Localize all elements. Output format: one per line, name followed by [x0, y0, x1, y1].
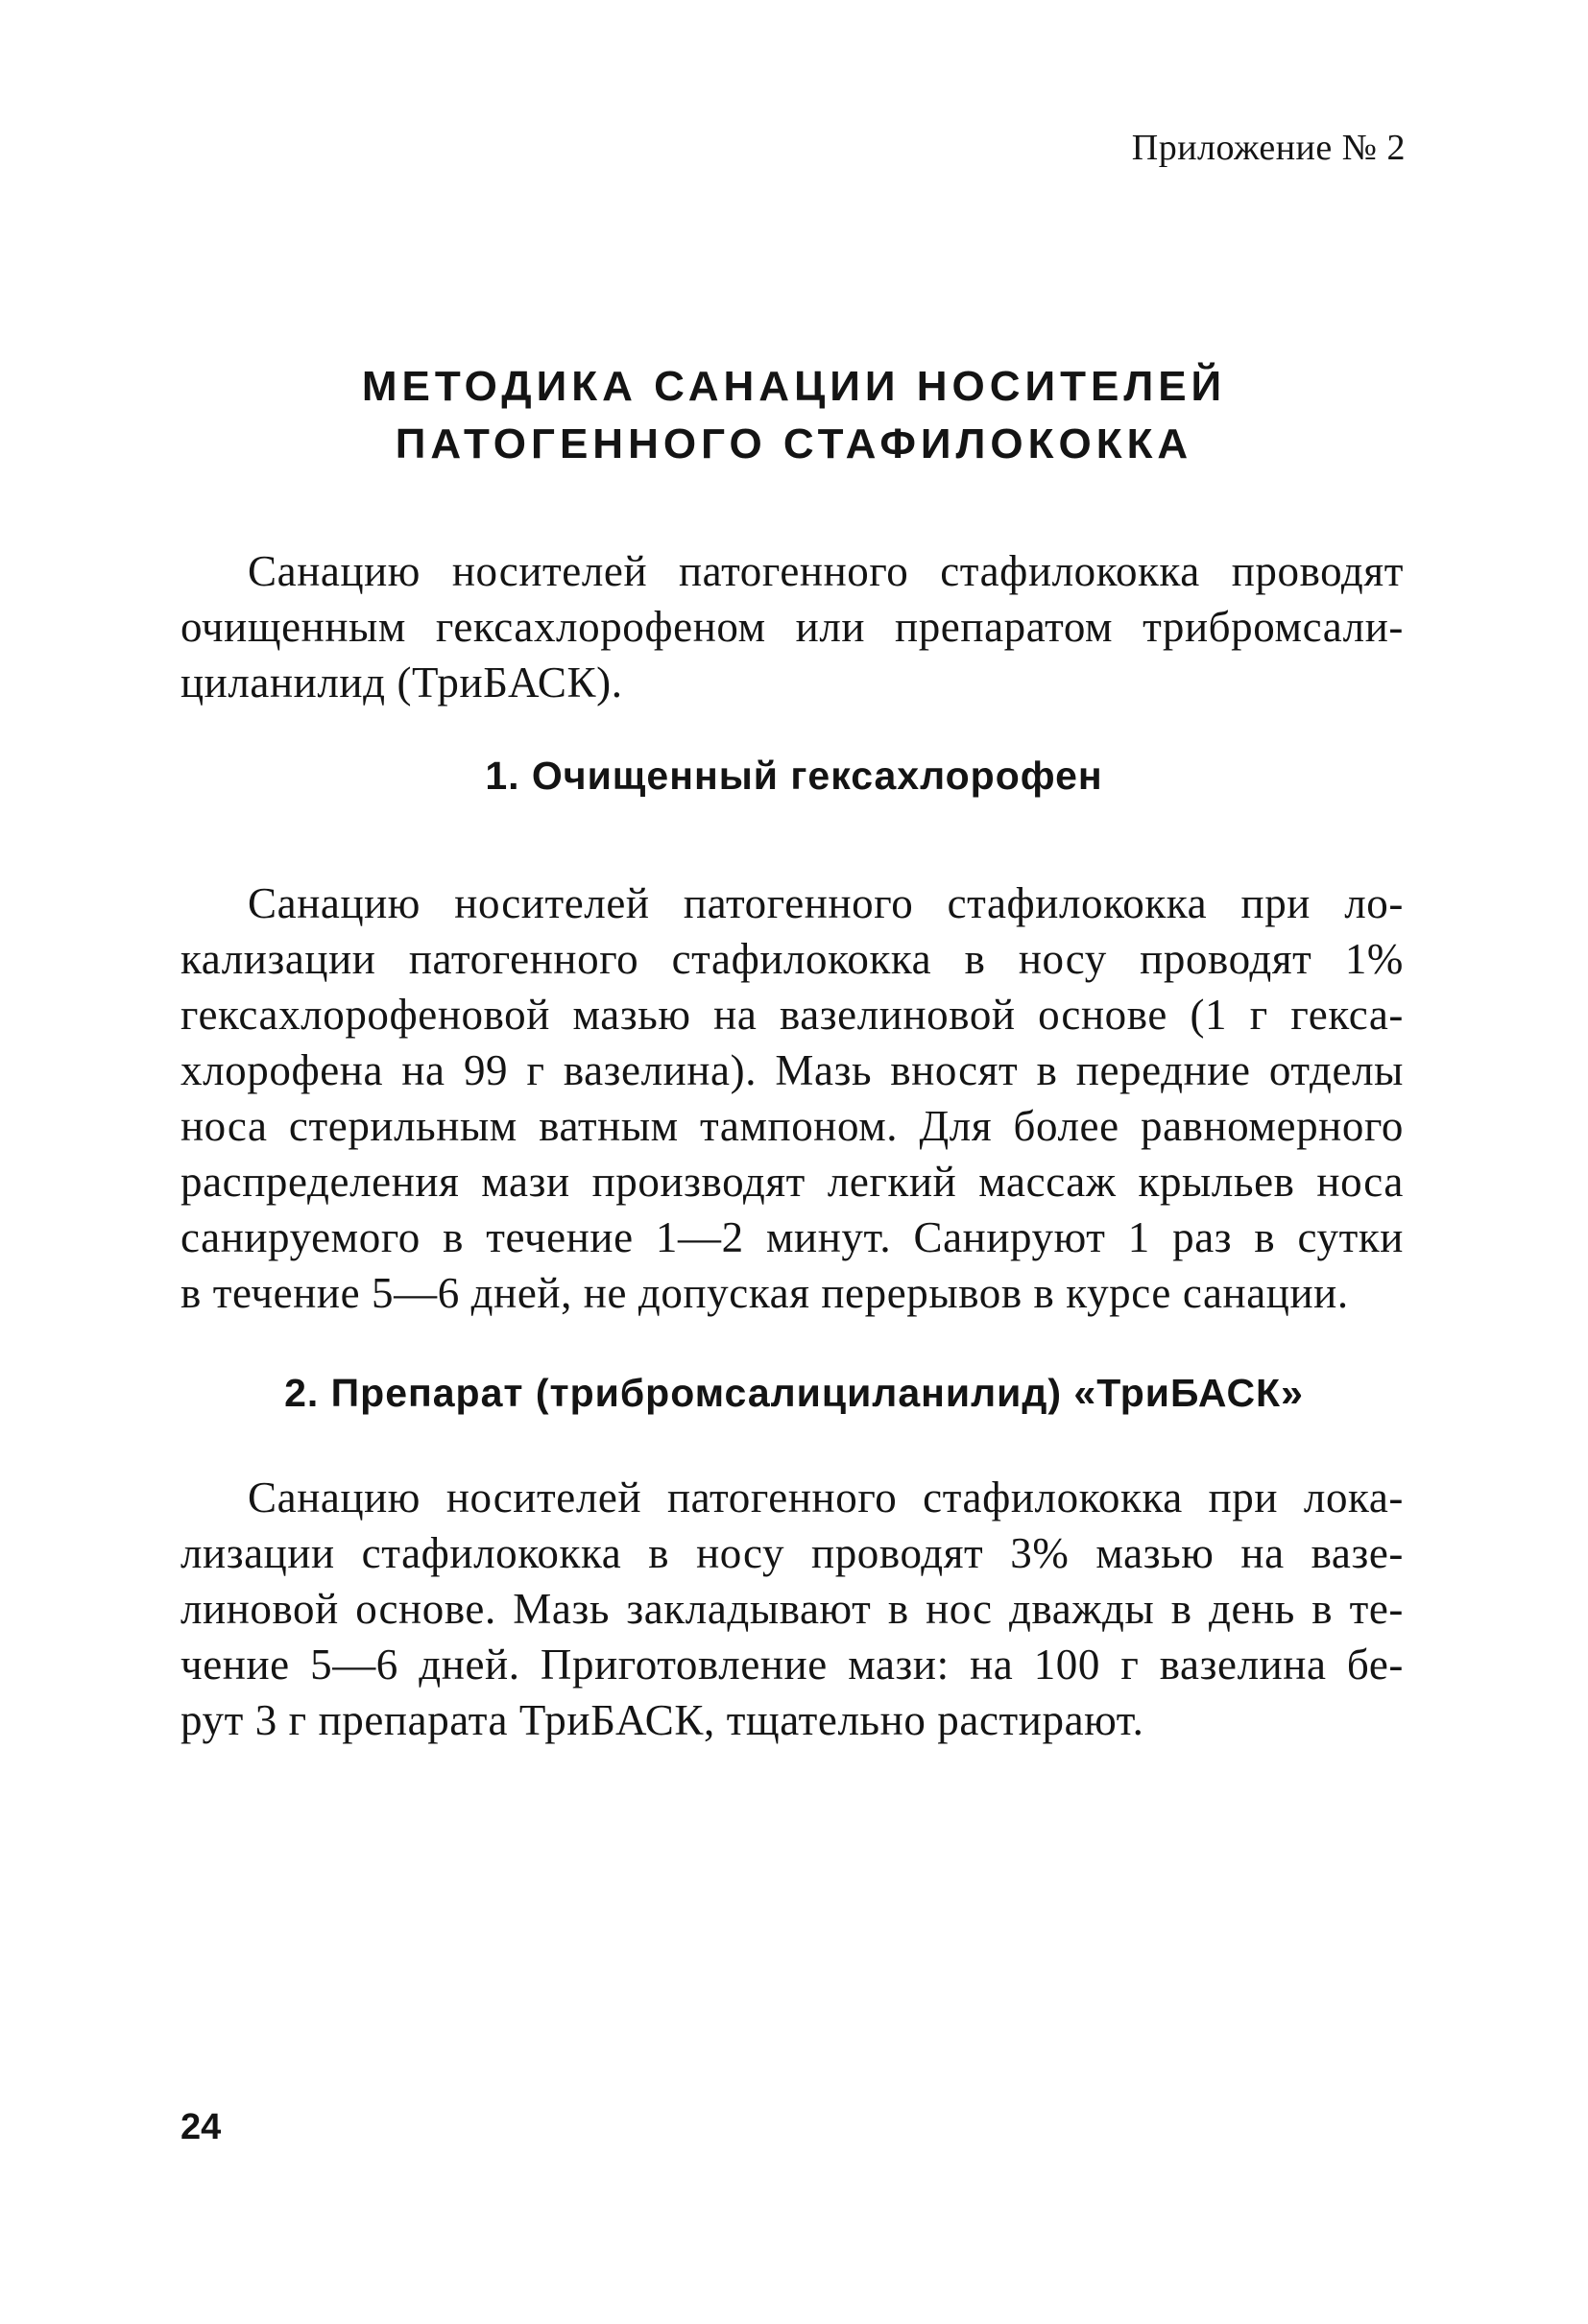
section-2-line: Санацию носителей патогенного стафилококка при лока-	[248, 1473, 1404, 1521]
section-1-line: в течение 5—6 дней, не допуская перерывов в курсе санации.	[180, 1269, 1349, 1317]
intro-line: очищенным гексахлорофеном или препаратом трибромсали-	[180, 603, 1404, 651]
page-number: 24	[180, 2107, 222, 2147]
intro-line: цилaнилид (ТриБАСК).	[180, 659, 623, 707]
section-1-line: санируемого в течение 1—2 минут. Санируют 1 раз в сутки	[180, 1213, 1404, 1261]
intro-line: Санацию носителей патогенного стафилококка проводят	[248, 547, 1404, 595]
section-2-heading: 2. Препарат (трибромсалициланилид) «ТриБАСК»	[284, 1371, 1304, 1415]
page-title-line-2: ПАТОГЕННОГО СТАФИЛОКОККА	[395, 420, 1193, 467]
section-1-line: носа стерильным ватным тампоном. Для более равномерного	[180, 1102, 1404, 1150]
section-2-line: рут 3 г препарата ТриБАСК, тщательно растирают.	[180, 1696, 1144, 1744]
section-1-heading: 1. Очищенный гексахлорофен	[485, 754, 1103, 798]
section-2-paragraph	[180, 1470, 1404, 1748]
section-1-line: распределения мази производят легкий массаж крыльев носа	[180, 1158, 1404, 1206]
section-2-line: чение 5—6 дней. Приготовление мази: на 100 г вазелина бе-	[180, 1641, 1404, 1689]
page-title-line-1: МЕТОДИКА САНАЦИИ НОСИТЕЛЕЙ	[361, 363, 1227, 410]
section-2-line: линовой основе. Мазь закладывают в нос дважды в день в те-	[180, 1585, 1404, 1633]
section-1-paragraph	[180, 875, 1404, 1321]
section-1-line: Санацию носителей патогенного стафилококка при ло-	[248, 879, 1404, 927]
intro-paragraph	[180, 543, 1404, 710]
section-1-line: гексахлорофеновой мазью на вазелиновой основе (1 г гекса-	[180, 991, 1404, 1039]
section-1-line: хлорофена на 99 г вазелина). Мазь вносят в передние отделы	[180, 1046, 1404, 1094]
section-2-line: лизации стафилококка в носу проводят 3% мазью на вазе-	[180, 1529, 1404, 1577]
section-1-line: кализации патогенного стафилококка в носу проводят 1%	[180, 935, 1404, 983]
appendix-label: Приложение № 2	[1131, 128, 1406, 168]
